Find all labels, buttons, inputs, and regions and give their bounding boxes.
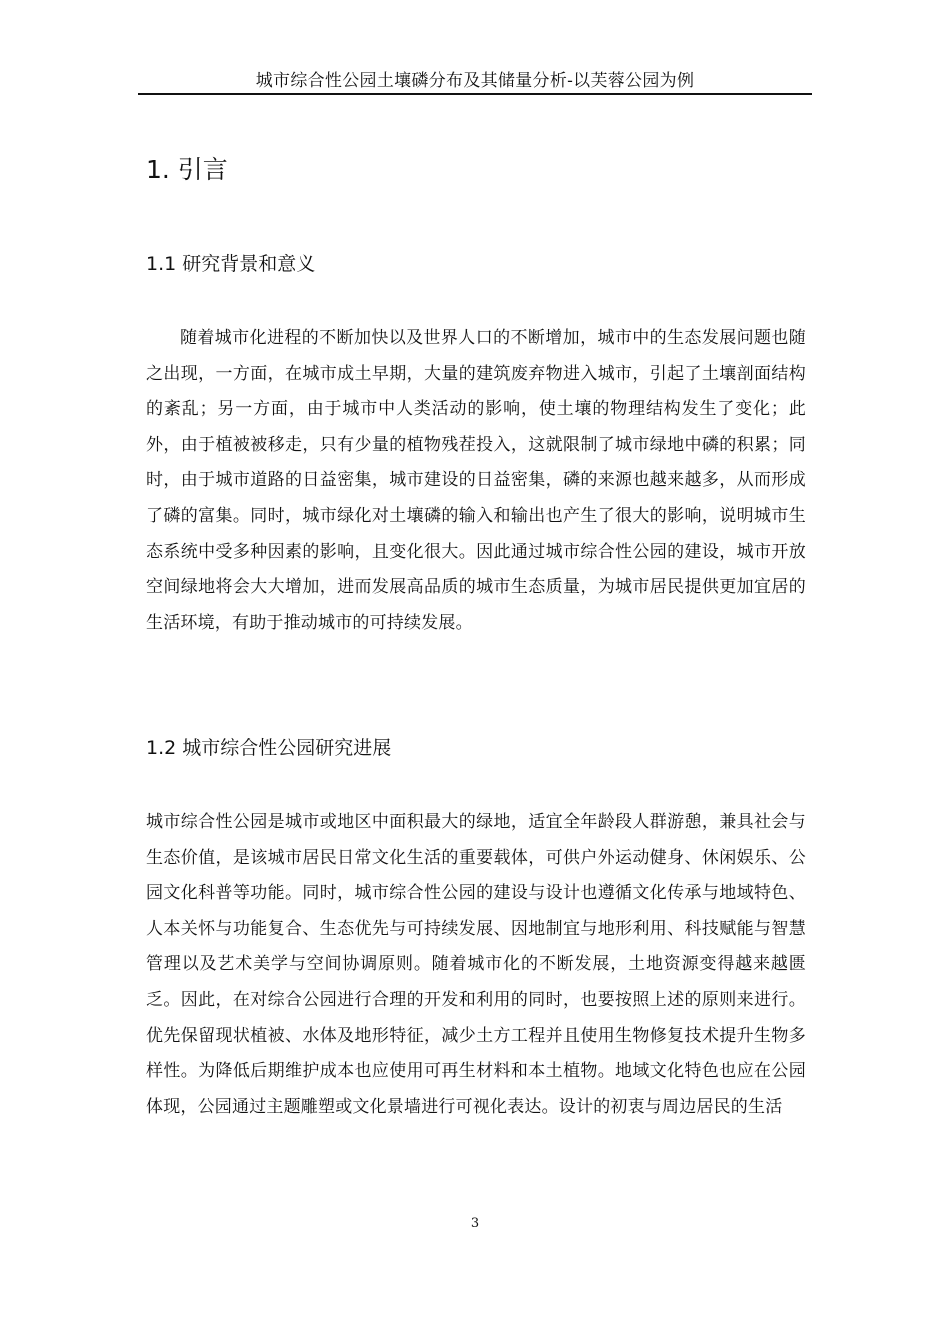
paragraph-research-background: 随着城市化进程的不断加快以及世界人口的不断增加，城市中的生态发展问题也随之出现，一方面，在城市成土早期，大量的建筑废弃物进入城市，引起了土壤剖面结构的紊乱；另一方面，由于城市中人类活动的影响，使土壤的物理结构发生了变化；此外，由于植被被移走，只有少量的植物残茬投入，这就限制了城市绿地中磷的积累；同时，由于城市道路的日益密集，城市建设的日益密集，磷的来源也越来越多，从而形成了磷的富集。同时，城市绿化对土壤磷的输入和输出也产生了很大的影响，说明城市生态系统中受多种因素的影响，且变化很大。因此通过城市综合性公园的建设，城市开放空间绿地将会大大增加，进而发展高品质的城市生态质量，为城市居民提供更加宜居的生活环境，有助于推动城市的可持续发展。 xyxy=(146,328,806,633)
section-title-1-2: 1.2 城市综合性公园研究进展 xyxy=(146,737,392,759)
paragraph-park-research-progress: 城市综合性公园是城市或地区中面积最大的绿地，适宜全年龄段人群游憩，兼具社会与生态价值，是该城市居民日常文化生活的重要载体，可供户外运动健身、休闲娱乐、公园文化科普等功能。同时，城市综合性公园的建设与设计也遵循文化传承与地域特色、人本关怀与功能复合、生态优先与可持续发展、因地制宜与地形利用、科技赋能与智慧管理以及艺术美学与空间协调原则。随着城市化的不断发展，土地资源变得越来越匮乏。因此，在对综合公园进行合理的开发和利用的同时，也要按照上述的原则来进行。优先保留现状植被、水体及地形特征，减少土方工程并且使用生物修复技术提升生物多样性。为降低后期维护成本也应使用可再生材料和本土植物。地域文化特色也应在公园体现，公园通过主题雕塑或文化景墙进行可视化表达。设计的初衷与周边居民的生活 xyxy=(146,812,806,1117)
section-title-1-1: 1.1 研究背景和意义 xyxy=(146,253,316,275)
page-number: 3 xyxy=(470,1216,480,1231)
running-header: 城市综合性公园土壤磷分布及其储量分析-以芙蓉公园为例 xyxy=(255,71,695,91)
header-rule xyxy=(138,93,812,95)
chapter-title: 1. 引言 xyxy=(146,155,228,184)
